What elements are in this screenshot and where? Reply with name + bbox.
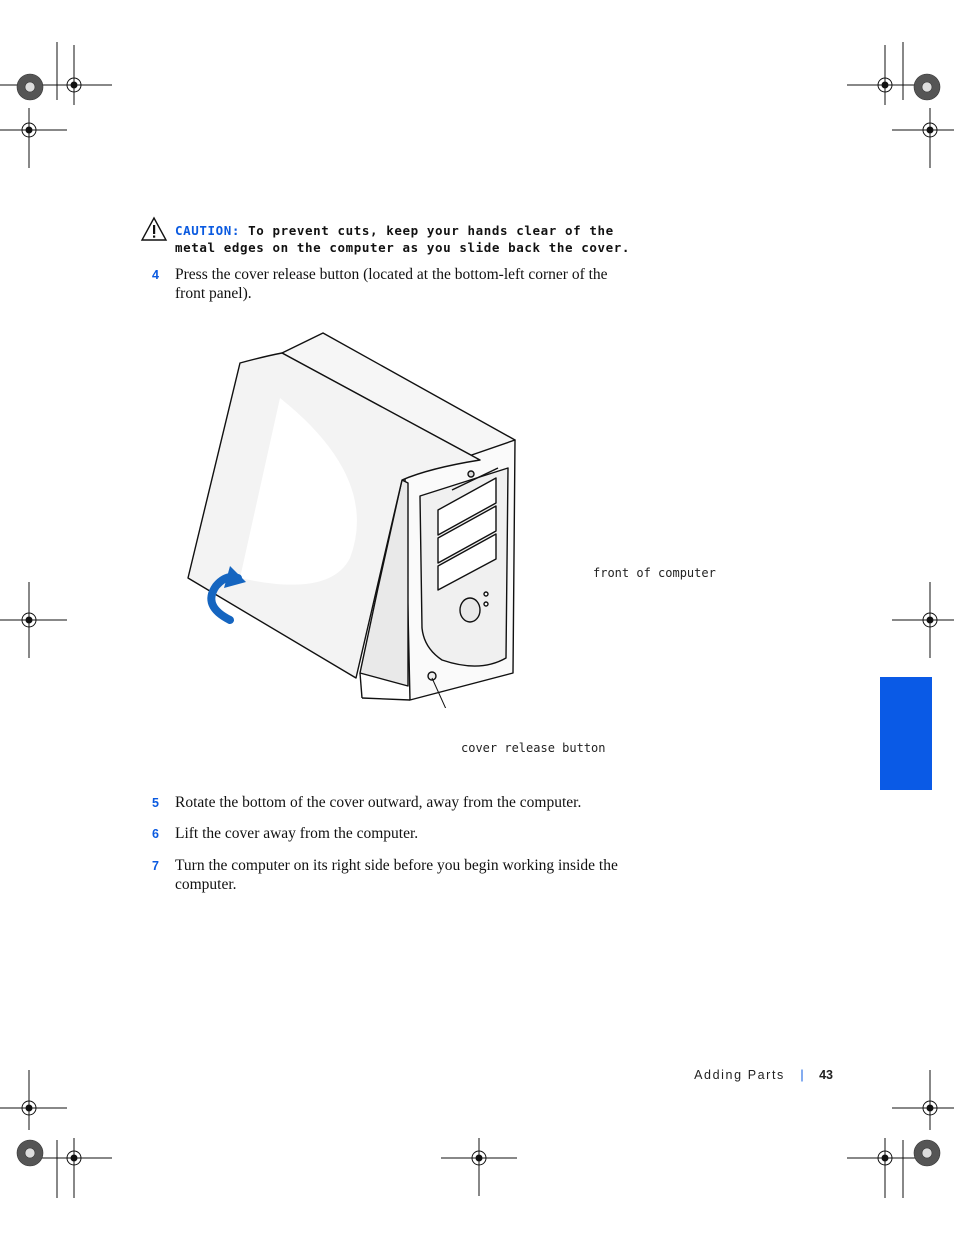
- footer-section-title: Adding Parts: [694, 1068, 785, 1082]
- step-text: Rotate the bottom of the cover outward, away from the computer.: [175, 794, 582, 811]
- step-text: Press the cover release button (located at the bottom-left corner of the front panel).: [175, 266, 608, 302]
- page-footer: [694, 1068, 833, 1082]
- step-number: 4: [152, 268, 159, 282]
- step-item: [152, 856, 632, 894]
- step-number: 5: [152, 796, 159, 810]
- chapter-side-tab: [880, 677, 932, 790]
- caution-warning-icon: [140, 216, 168, 242]
- step-number: 6: [152, 827, 159, 841]
- footer-separator: |: [800, 1068, 804, 1082]
- step-item: [152, 265, 632, 303]
- callout-front-of-computer: front of computer: [593, 566, 716, 580]
- caution-notice: [175, 222, 645, 256]
- caution-message: To prevent cuts, keep your hands clear of the metal edges on the computer as you slide back the cover.: [175, 223, 631, 255]
- step-item: [152, 824, 632, 843]
- computer-cover-illustration: [180, 328, 560, 708]
- step-text: Turn the computer on its right side before you begin working inside the computer.: [175, 857, 618, 893]
- page-number: 43: [819, 1068, 833, 1082]
- step-number: 7: [152, 859, 159, 873]
- step-item: [152, 793, 632, 812]
- caution-label: CAUTION:: [175, 223, 241, 238]
- step-text: Lift the cover away from the computer.: [175, 825, 419, 842]
- callout-cover-release-button: cover release button: [461, 741, 606, 755]
